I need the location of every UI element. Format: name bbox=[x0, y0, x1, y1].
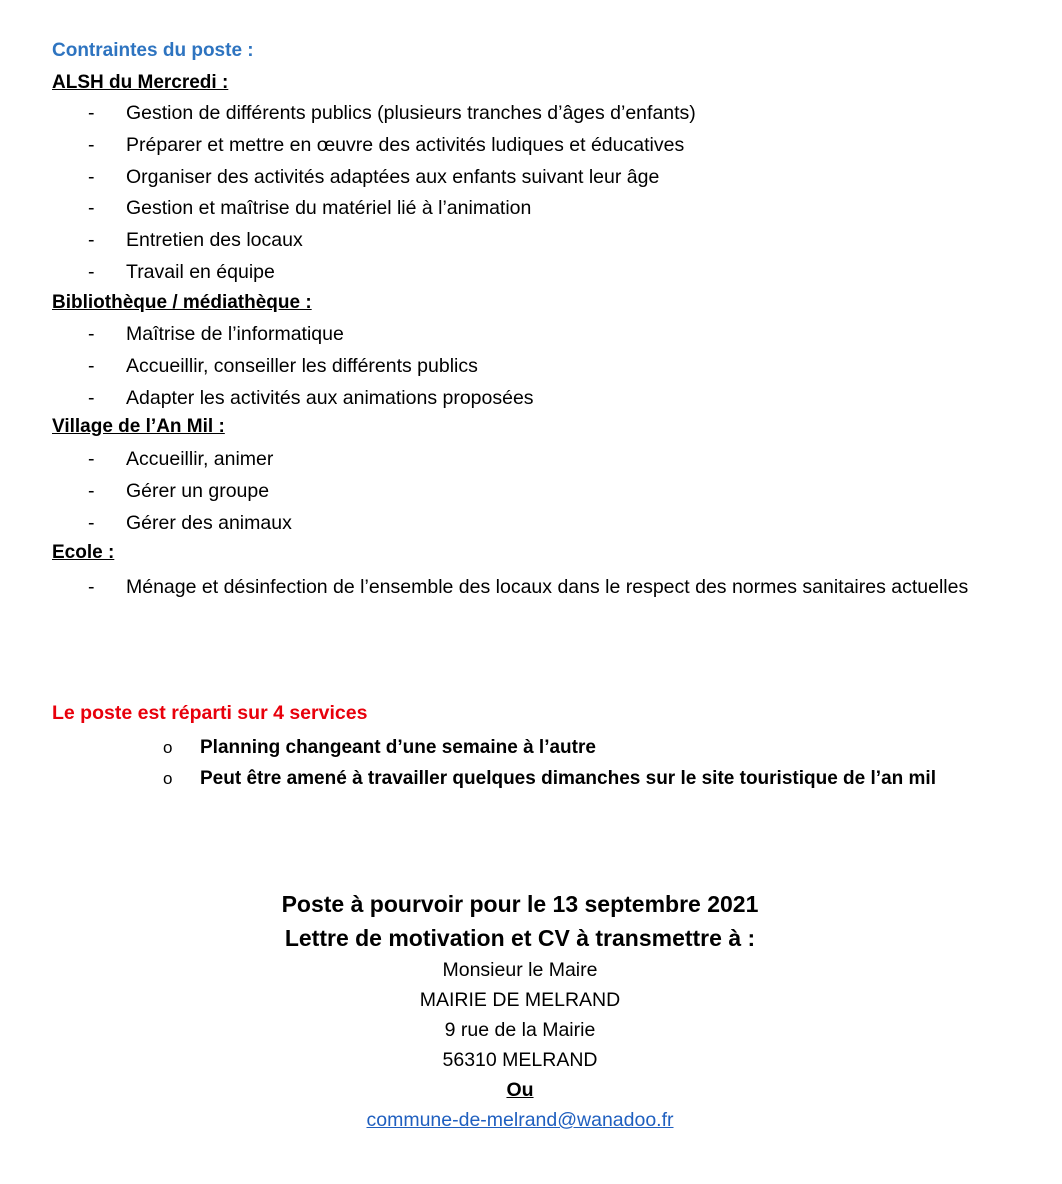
dash-bullet: - bbox=[88, 261, 95, 283]
list-item-text: Ménage et désinfection de l’ensemble des locaux dans le respect des normes sanitaires actuelles bbox=[126, 576, 969, 598]
dash-bullet: - bbox=[88, 102, 95, 124]
deadline-line: Poste à pourvoir pour le 13 septembre 2021 bbox=[281, 891, 759, 917]
or-separator bbox=[0, 1075, 1040, 1105]
dash-bullet: - bbox=[88, 197, 95, 219]
list-item-text: Peut être amené à travailler quelques dimanches sur le site touristique de l’an mil bbox=[200, 768, 936, 789]
email-line bbox=[0, 1105, 1040, 1135]
dash-bullet: - bbox=[88, 134, 95, 156]
address-line: Monsieur le Maire bbox=[442, 959, 598, 981]
email-link[interactable]: commune-de-melrand@wanadoo.fr bbox=[366, 1109, 674, 1131]
constraints-heading: Contraintes du poste : bbox=[52, 40, 254, 61]
section-title-alsh: ALSH du Mercredi : bbox=[52, 72, 229, 93]
circle-bullet: o bbox=[163, 738, 173, 757]
address-line: 56310 MELRAND bbox=[442, 1049, 598, 1071]
list-item-text: Maîtrise de l’informatique bbox=[126, 323, 344, 345]
section-title-village: Village de l’An Mil : bbox=[52, 416, 225, 437]
list-item-text: Gérer des animaux bbox=[126, 512, 292, 534]
list-item-text: Accueillir, conseiller les différents publics bbox=[126, 355, 478, 377]
list-item-text: Accueillir, animer bbox=[126, 448, 274, 470]
dash-bullet: - bbox=[88, 512, 95, 534]
list-item-text: Entretien des locaux bbox=[126, 229, 303, 251]
list-item-text: Planning changeant d’une semaine à l’autre bbox=[200, 737, 596, 758]
list-item-text: Travail en équipe bbox=[126, 261, 275, 283]
circle-bullet: o bbox=[163, 769, 173, 788]
or-label: Ou bbox=[506, 1079, 534, 1101]
dash-bullet: - bbox=[88, 480, 95, 502]
address-line: 9 rue de la Mairie bbox=[444, 1019, 596, 1041]
list-item-text: Gérer un groupe bbox=[126, 480, 270, 502]
dash-bullet: - bbox=[88, 576, 95, 598]
list-item-text: Gestion de différents publics (plusieurs tranches d’âges d’enfants) bbox=[126, 102, 696, 124]
list-item-text: Organiser des activités adaptées aux enfants suivant leur âge bbox=[126, 166, 660, 188]
section-title-ecole: Ecole : bbox=[52, 542, 115, 563]
address-line: MAIRIE DE MELRAND bbox=[419, 989, 621, 1011]
section-title-bibliotheque: Bibliothèque / médiathèque : bbox=[52, 292, 312, 313]
services-heading: Le poste est réparti sur 4 services bbox=[52, 702, 368, 724]
list-item-text: Gestion et maîtrise du matériel lié à l’animation bbox=[126, 197, 532, 219]
dash-bullet: - bbox=[88, 355, 95, 377]
list-item-text: Préparer et mettre en œuvre des activités ludiques et éducatives bbox=[126, 134, 685, 156]
contact-block bbox=[0, 887, 1040, 1135]
application-instructions: Lettre de motivation et CV à transmettre à : bbox=[284, 925, 756, 951]
dash-bullet: - bbox=[88, 229, 95, 251]
list-item-text: Adapter les activités aux animations proposées bbox=[126, 387, 534, 409]
dash-bullet: - bbox=[88, 166, 95, 188]
dash-bullet: - bbox=[88, 323, 95, 345]
dash-bullet: - bbox=[88, 448, 95, 470]
dash-bullet: - bbox=[88, 387, 95, 409]
